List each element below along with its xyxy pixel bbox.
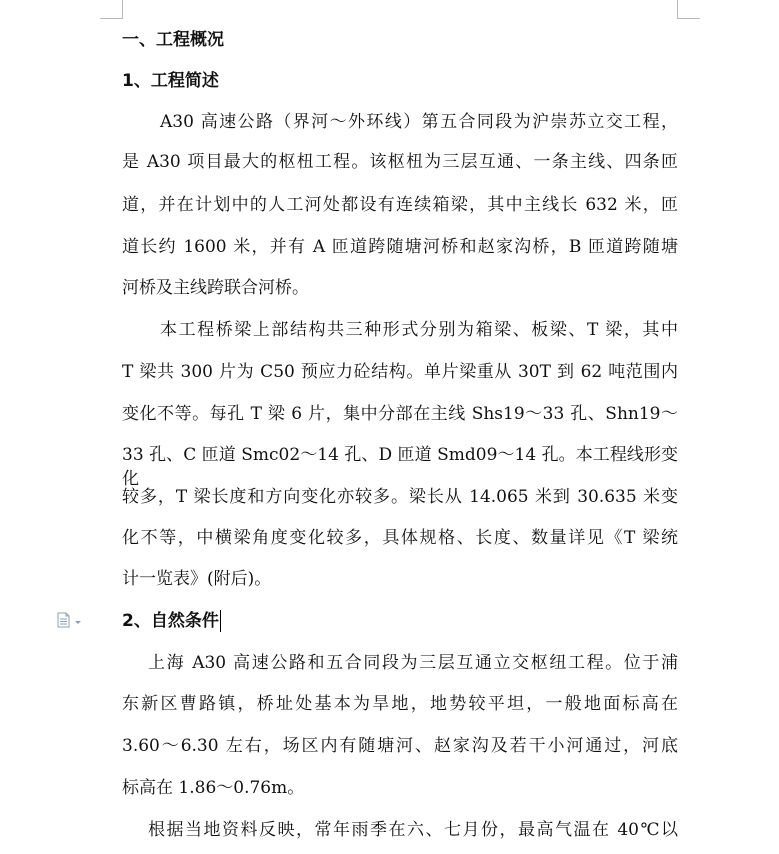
heading-subsection-2: [122, 609, 221, 633]
heading-text: 2、自然条件: [122, 611, 219, 631]
page-corner-mark-right: [677, 0, 700, 19]
paragraph-line: 计一览表》(附后)。: [122, 569, 272, 589]
paragraph-line: 道长约 1600 米，并有 A 匝道跨随塘河桥和赵家沟桥，B 匝道跨随塘: [122, 237, 678, 257]
paragraph-line: A30 高速公路（界河～外环线）第五合同段为沪崇苏立交工程，: [160, 112, 678, 132]
heading-section-1: 一、工程概况: [122, 30, 224, 50]
paragraph-line: 化不等，中横梁角度变化较多，具体规格、长度、数量详见《T 梁统: [122, 528, 678, 548]
paragraph-line: 河桥及主线跨联合河桥。: [122, 278, 309, 298]
paragraph-line: T 梁共 300 片为 C50 预应力砼结构。单片梁重从 30T 到 62 吨范围内: [122, 362, 678, 382]
text-cursor: [220, 610, 221, 632]
paragraph-line: 3.60～6.30 左右，场区内有随塘河、赵家沟及若干小河通过，河底: [122, 736, 678, 756]
paragraph-line: 东新区曹路镇，桥址处基本为旱地，地势较平坦，一般地面标高在: [122, 694, 678, 714]
paragraph-line: 根据当地资料反映，常年雨季在六、七月份，最高气温在 40℃以: [148, 820, 678, 840]
paragraph-line: 道，并在计划中的人工河处都设有连续箱梁，其中主线长 632 米，匝: [122, 195, 678, 215]
paragraph-line: 是 A30 项目最大的枢杻工程。该枢杻为三层互通、一条主线、四条匝: [122, 152, 678, 172]
paragraph-line: 上海 A30 高速公路和五合同段为三层互通立交枢纽工程。位于浦: [148, 653, 678, 673]
paragraph-options-icon[interactable]: [56, 612, 84, 628]
heading-subsection-1: 1、工程简述: [122, 71, 219, 91]
paragraph-line: 变化不等。每孔 T 梁 6 片，集中分部在主线 Shs19～33 孔、Shn19～: [122, 404, 678, 424]
paragraph-line: 标高在 1.86～0.76m。: [122, 778, 305, 798]
page-corner-mark-left: [100, 0, 123, 19]
paragraph-line: 本工程桥梁上部结构共三种形式分别为箱梁、板梁、T 梁，其中: [160, 320, 678, 340]
paragraph-line: 33 孔、C 匝道 Smc02～14 孔、D 匝道 Smd09～14 孔。本工程线形变化: [122, 445, 678, 489]
paragraph-line: 较多，T 梁长度和方向变化亦较多。梁长从 14.065 米到 30.635 米变: [122, 487, 678, 507]
